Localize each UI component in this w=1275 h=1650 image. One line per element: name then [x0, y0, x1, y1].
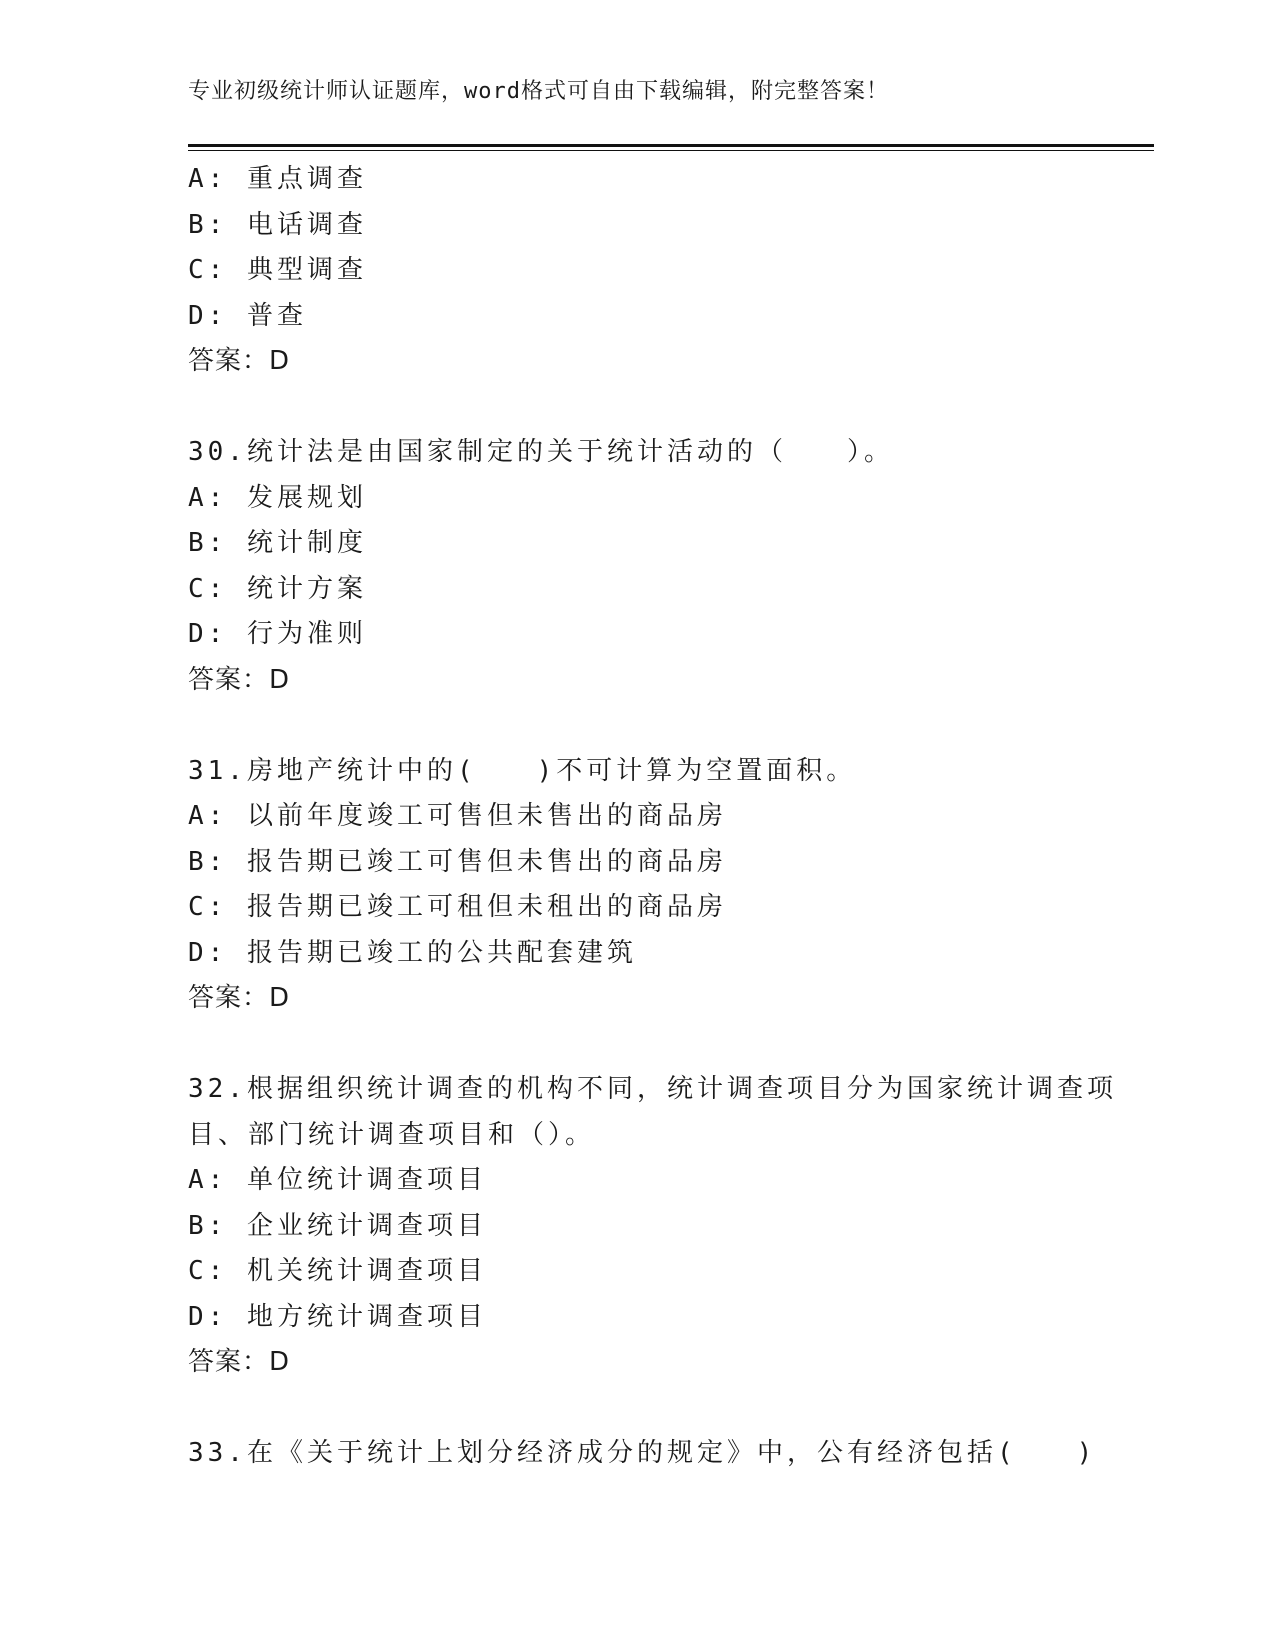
answer-line: 答案：D [188, 983, 291, 1013]
question-33 [188, 1431, 1097, 1477]
option-d: D: 普查 [188, 300, 307, 331]
question-stem-continued: 目、部门统计调查项目和（）。 [188, 1119, 596, 1150]
option-b: B: 统计制度 [188, 528, 367, 558]
answer-line: 答案：D [188, 346, 291, 376]
option-d: D: 行为准则 [188, 619, 367, 649]
page-header: 专业初级统计师认证题库，word格式可自由下载编辑，附完整答案！ [188, 79, 889, 104]
spacer [188, 1022, 1088, 1068]
question-content [188, 157, 1117, 1477]
question-stem: 33.在《关于统计上划分经济成分的规定》中，公有经济包括( ) [188, 1438, 1097, 1468]
question-31 [188, 749, 1088, 1022]
option-d: D: 地方统计调查项目 [188, 1301, 487, 1332]
answer-line: 答案：D [188, 1347, 291, 1377]
spacer [188, 1386, 1088, 1432]
option-c: C: 报告期已竣工可租但未租出的商品房 [188, 892, 727, 922]
option-c: C: 统计方案 [188, 573, 367, 604]
option-b: B: 报告期已竣工可售但未售出的商品房 [188, 846, 727, 877]
option-a: A: 发展规划 [188, 482, 367, 513]
option-b: B: 企业统计调查项目 [188, 1210, 487, 1241]
option-c: C: 典型调查 [188, 255, 367, 285]
spacer [188, 385, 1088, 431]
header-rule [188, 144, 1154, 147]
option-a: A: 以前年度竣工可售但未售出的商品房 [188, 801, 727, 831]
header-rule-thin [188, 150, 1154, 151]
question-stem: 32.根据组织统计调查的机构不同，统计调查项目分为国家统计调查项 [188, 1074, 1117, 1104]
question-stem: 31.房地产统计中的( )不可计算为空置面积。 [188, 755, 857, 786]
option-d: D: 报告期已竣工的公共配套建筑 [188, 937, 637, 968]
spacer [188, 703, 1088, 749]
question-30 [188, 430, 1088, 703]
option-a: A: 单位统计调查项目 [188, 1165, 487, 1195]
question-stem: 30.统计法是由国家制定的关于统计活动的（ ）。 [188, 437, 894, 467]
option-c: C: 机关统计调查项目 [188, 1256, 487, 1286]
question-29-continuation [188, 157, 1088, 385]
answer-line: 答案：D [188, 664, 291, 695]
option-b: B: 电话调查 [188, 209, 367, 240]
option-a: A: 重点调查 [188, 164, 367, 194]
question-32 [188, 1067, 1117, 1386]
